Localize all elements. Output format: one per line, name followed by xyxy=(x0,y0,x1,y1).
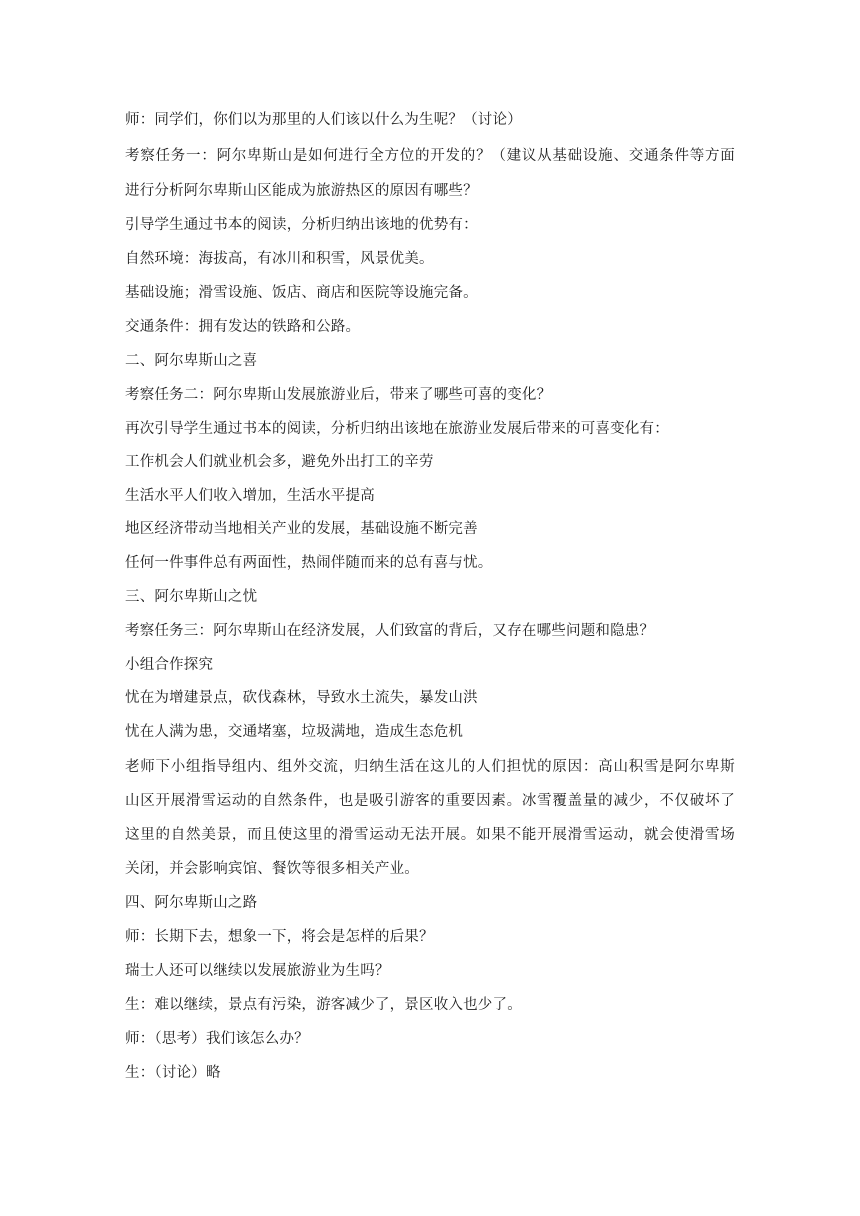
paragraph-line: 忧在为增建景点，砍伐森林，导致水土流失，暴发山洪 xyxy=(125,690,478,706)
paragraph-line: 小组合作探究 xyxy=(125,657,214,673)
paragraph-line: 瑞士人还可以继续以发展旅游业为生吗？ xyxy=(125,963,390,979)
paragraph-line: 关闭，并会影响宾馆、餐饮等很多相关产业。 xyxy=(125,861,419,877)
paragraph-line: 考察任务三：阿尔卑斯山在经济发展，人们致富的背后，又存在哪些问题和隐患？ xyxy=(125,623,655,639)
paragraph-line: 生：难以继续，景点有污染，游客减少了，景区收入也少了。 xyxy=(125,997,522,1013)
paragraph-line: 进行分析阿尔卑斯山区能成为旅游热区的原因有哪些？ xyxy=(125,183,478,199)
paragraph-line: 考察任务一：阿尔卑斯山是如何进行全方位的开发的？（建议从基础设施、交通条件等方面 xyxy=(125,148,735,164)
paragraph-line: 引导学生通过书本的阅读，分析归纳出该地的优势有： xyxy=(125,217,478,233)
section-heading: 三、阿尔卑斯山之忧 xyxy=(125,589,258,605)
paragraph-line: 生活水平人们收入增加，生活水平提高 xyxy=(125,488,375,504)
paragraph-line: 山区开展滑雪运动的自然条件，也是吸引游客的重要因素。冰雪覆盖量的减少，不仅破坏了 xyxy=(125,793,735,809)
paragraph-line: 师：同学们，你们以为那里的人们该以什么为生呢？（讨论） xyxy=(125,112,522,128)
section-heading: 二、阿尔卑斯山之喜 xyxy=(125,353,258,369)
section-heading: 四、阿尔卑斯山之路 xyxy=(125,895,258,911)
paragraph-line: 老师下小组指导组内、组外交流，归纳生活在这儿的人们担忧的原因：高山积雪是阿尔卑斯 xyxy=(125,759,735,775)
paragraph-line: 生：（讨论）略 xyxy=(125,1065,221,1081)
paragraph-line: 地区经济带动当地相关产业的发展，基础设施不断完善 xyxy=(125,521,478,537)
paragraph-line: 基础设施；滑雪设施、饭店、商店和医院等设施完备。 xyxy=(125,285,478,301)
paragraph-line: 师：（思考）我们该怎么办？ xyxy=(125,1031,309,1047)
paragraph-line: 忧在人满为患，交通堵塞，垃圾满地，造成生态危机 xyxy=(125,724,464,740)
paragraph-line: 师：长期下去，想象一下，将会是怎样的后果？ xyxy=(125,929,434,945)
paragraph-line: 再次引导学生通过书本的阅读，分析归纳出该地在旅游业发展后带来的可喜变化有： xyxy=(125,421,669,437)
paragraph-line: 自然环境：海拔高，有冰川和积雪，风景优美。 xyxy=(125,251,434,267)
paragraph-line: 工作机会人们就业机会多，避免外出打工的辛劳 xyxy=(125,454,434,470)
paragraph-line: 交通条件：拥有发达的铁路和公路。 xyxy=(125,319,361,335)
paragraph-line: 考察任务二：阿尔卑斯山发展旅游业后，带来了哪些可喜的变化？ xyxy=(125,387,552,403)
paragraph-line: 这里的自然美景，而且使这里的滑雪运动无法开展。如果不能开展滑雪运动，就会使滑雪场 xyxy=(125,827,735,843)
paragraph-line: 任何一件事件总有两面性，热闹伴随而来的总有喜与忧。 xyxy=(125,555,493,571)
